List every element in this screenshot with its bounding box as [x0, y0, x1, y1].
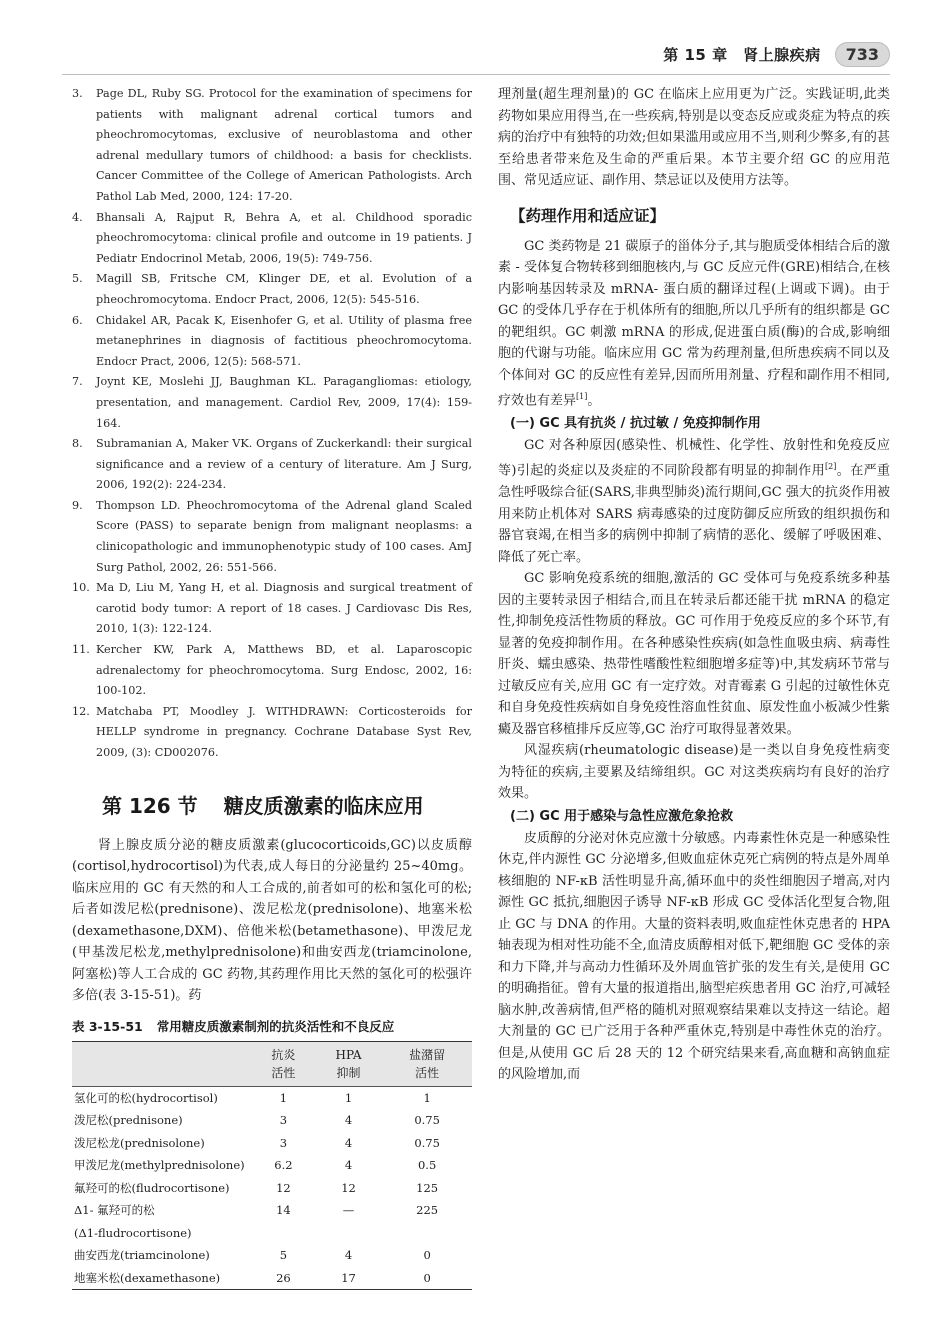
paragraph-anti-inflammatory: GC 对各种原因(感染性、机械性、化学性、放射性和免疫反应等)引起的炎症以及炎症的不同阶段都有明显的抑制作用[2]。在严重急性呼吸综合征(SARS,非典型肺炎)流行期间,GC 强大的抗炎作用被用来防止机体对 SARS 病毒感染的过度防御反应所致的组织损伤和器官衰竭,在相当多的病例中抑制了病情的恶化、缓解了呼吸困难、降低了死亡率。	[498, 437, 890, 565]
table-row: 泼尼松(prednisone) 3 4 0.75	[74, 1113, 440, 1128]
column-header	[72, 1041, 252, 1086]
subheading-anti-inflammatory: (一) GC 具有抗炎 / 抗过敏 / 免疫抑制作用	[510, 415, 761, 431]
right-column	[498, 84, 890, 1086]
reference-item: 10. Ma D, Liu M, Yang H, et al. Diagnosis and surgical treatment of carotid body tumor: A report of 18 cases. J Cardiovasc Dis Res, 2010, 1(3): 122-124.	[72, 581, 472, 636]
left-column	[72, 84, 472, 1290]
paragraph-immune: GC 影响免疫系统的细胞,激活的 GC 受体可与免疫系统多种基因的主要转录因子相结合,而且在转录后都还能干扰 mRNA 的稳定性,抑制免疫活性物质的释放。GC 可作用于免疫反应的多个环节,有显著的免疫抑制作用。在各种感染性疾病(如急性血吸虫病、病毒性肝炎、蠕虫感染、热带性嗜酸性粒细胞增多症等)中,其发病环节常与过敏反应有关,应用 GC 有一定疗效。对青霉素 G 引起的过敏性休克和自身免疫性疾病如自身免疫性溶血性贫血、原发性血小板减少性紫癜及器官移植排斥反应等,GC 治疗可取得显著效果。	[498, 571, 890, 737]
paragraph-gc-mechanism: GC 类药物是 21 碳原子的甾体分子,其与胞质受体相结合后的激素 - 受体复合物转移到细胞核内,与 GC 反应元件(GRE)相结合,在核内影响基因转录及 mRNA- 蛋白质的翻译过程(上调或下调)。由于 GC 的受体几乎存在于机体所有的细胞,所以几乎所有的组织都是 GC 的靶组织。GC 刺激 mRNA 的形成,促进蛋白质(酶)的合成,影响细胞的代谢与功能。临床应用 GC 常为药理剂量,但所患疾病不同以及个体间对 GC 的反应性有差异,因而所用剂量、疗程和副作用不相同,疗效也有差异[1]。	[498, 238, 890, 409]
reference-item: 8. Subramanian A, Maker VK. Organs of Zuckerkandl: their surgical significance and a review of a century of literature. Am J Surg, 2006, 192(2): 224-234.	[72, 437, 472, 492]
reference-item: 6. Chidakel AR, Pacak K, Eisenhofer G, et al. Utility of plasma free metanephrines in diagnosis of factitious pheochromocytoma. Endocr Pract, 2006, 12(5): 568-571.	[72, 313, 472, 368]
table-row: 地塞米松(dexamethasone) 26 17 0	[72, 1267, 472, 1290]
column-header: HPA 抑制	[335, 1047, 362, 1080]
reference-list	[72, 84, 472, 764]
table-number: 表 3-15-51	[72, 1018, 143, 1034]
header-rule	[62, 74, 890, 75]
table-row: Δ1- 氟羟可的松 14 — 225	[74, 1203, 439, 1218]
citation: [2]	[825, 462, 837, 472]
table-caption	[72, 1017, 472, 1035]
reference-item: 12. Matchaba PT, Moodley J. WITHDRAWN: Corticosteroids for HELLP syndrome in pregnancy. Cochrane Database Syst Rev, 2009, (3): CD002076.	[72, 704, 472, 759]
page-header	[663, 40, 890, 68]
column-header: 盐潴留 活性	[409, 1047, 446, 1080]
reference-item: 5. Magill SB, Fritsche CM, Klinger DE, et al. Evolution of a pheochromocytoma. Endocr Pract, 2006, 12(5): 545-516.	[72, 272, 472, 306]
reference-item: 4. Bhansali A, Rajput R, Behra A, et al. Childhood sporadic pheochromocytoma: clinical profile and outcome in 19 patients. J Pediatr Endocrinol Metab, 2006, 19(5): 749-756.	[72, 210, 472, 265]
subheading-infection-shock: (二) GC 用于感染与急性应激危象抢救	[510, 808, 734, 824]
main-heading: 【药理作用和适应证】	[510, 206, 666, 225]
table-row: (Δ1-fludrocortisone)	[74, 1225, 192, 1240]
section-title	[102, 790, 472, 819]
table-row: 氢化可的松(hydrocortisol) 1 1 1	[74, 1090, 431, 1105]
column-header: 抗炎 活性	[271, 1047, 296, 1080]
reference-item: 9. Thompson LD. Pheochromocytoma of the Adrenal gland Scaled Score (PASS) to separate benign from malignant neoplasms: a clinicopathologic and immunophenotypic study of 100 cases. AmJ Surg Pathol, 2002, 26: 551-566.	[72, 498, 472, 574]
intro-paragraph: 肾上腺皮质分泌的糖皮质激素(glucocorticoids,GC)以皮质醇(cortisol,hydrocortisol)为代表,成人每日的分泌量约 25~40mg。临床应用的 GC 有天然的和人工合成的,前者如可的松和氢化可的松;后者如泼尼松(prednisone)、泼尼松龙(prednisolone)、地塞米松(dexamethasone,DXM)、倍他米松(betamethasone)、甲泼尼龙(甲基泼尼松龙,methylprednisolone)和曲安西龙(triamcinolone,阿塞松)等人工合成的 GC 药物,其药理作用比天然的氢化可的松强许多倍(表 3-15-51)。药	[72, 837, 472, 1004]
reference-item: 7. Joynt KE, Moslehi JJ, Baughman KL. Paragangliomas: etiology, presentation, and management. Cardiol Rev, 2009, 17(4): 159-164.	[72, 375, 472, 430]
table-title: 常用糖皮质激素制剂的抗炎活性和不良反应	[156, 1018, 395, 1034]
table-row: 甲泼尼龙(methylprednisolone) 6.2 4 0.5	[74, 1158, 437, 1173]
section-heading: 糖皮质激素的临床应用	[223, 793, 424, 818]
reference-item: 11. Kercher KW, Park A, Matthews BD, et al. Laparoscopic adrenalectomy for pheochromocytoma. Surg Endosc, 2002, 16: 100-102.	[72, 643, 472, 698]
citation: [1]	[576, 392, 588, 401]
paragraph-rheumatologic: 风湿疾病(rheumatologic disease)是一类以自身免疫性病变为特征的疾病,主要累及结缔组织。GC 对这类疾病均有良好的治疗效果。	[498, 743, 890, 802]
chapter-title: 第 15 章 肾上腺疾病	[663, 45, 821, 64]
paragraph-shock: 皮质醇的分泌对休克应激十分敏感。内毒素性休克是一种感染性休克,伴内源性 GC 分泌增多,但败血症休克死亡病例的特点是外周单核细胞的 NF-κB 活性明显升高,循环血中的炎性细胞因子增高,对内源性 GC 抵抗,细胞因子诱导 NF-κB 形成 GC 受体活化型复合物,阻止 GC 与 DNA 的作用。大量的资料表明,败血症性休克患者的 HPA 轴表现为相对性功能不全,血清皮质醇相对低下,靶细胞 GC 受体的亲和力下降,并与高动力性循环及外周血管扩张的发生有关,是使用 GC 的明确指征。曾有大量的报道指出,脑型疟疾患者用 GC 治疗,可减轻脑水肿,改善病情,但严格的随机对照观察结果难以支持这一结论。超大剂量的 GC 已广泛用于各种严重休克,特别是中毒性休克的治疗。但是,从使用 GC 后 28 天的 12 个研究结果来看,高血糖和高钠血症的风险增加,而	[498, 830, 890, 1083]
page-number: 733	[835, 42, 890, 67]
continued-paragraph: 理剂量(超生理剂量)的 GC 在临床上应用更为广泛。实践证明,此类药物如果应用得当,在一些疾病,特别是以变态反应或炎症为特点的疾病的治疗中有独特的功效;但如果滥用或应用不当,则利少弊多,有的甚至给患者带来危及生命的严重后果。本节主要介绍 GC 的应用范围、常见适应证、副作用、禁忌证以及使用方法等。	[498, 87, 890, 188]
table-header-row	[72, 1041, 472, 1086]
table-row: 曲安西龙(triamcinolone) 5 4 0	[74, 1248, 431, 1263]
table-row: 泼尼松龙(prednisolone) 3 4 0.75	[74, 1135, 440, 1150]
table-row: 氟羟可的松(fludrocortisone) 12 12 125	[74, 1180, 439, 1195]
steroid-table	[72, 1041, 472, 1291]
section-number: 第 126 节	[102, 793, 198, 818]
reference-item: 3. Page DL, Ruby SG. Protocol for the examination of specimens for patients with malignant adrenal cortical tumors and pheochromocytomas, exclusive of neuroblastoma and other adrenal medullary tumors of childhood: a basis for checklists. Cancer Committee of the College of American Pathologists. Arch Pathol Lab Med, 2000, 124: 17-20.	[72, 87, 472, 203]
